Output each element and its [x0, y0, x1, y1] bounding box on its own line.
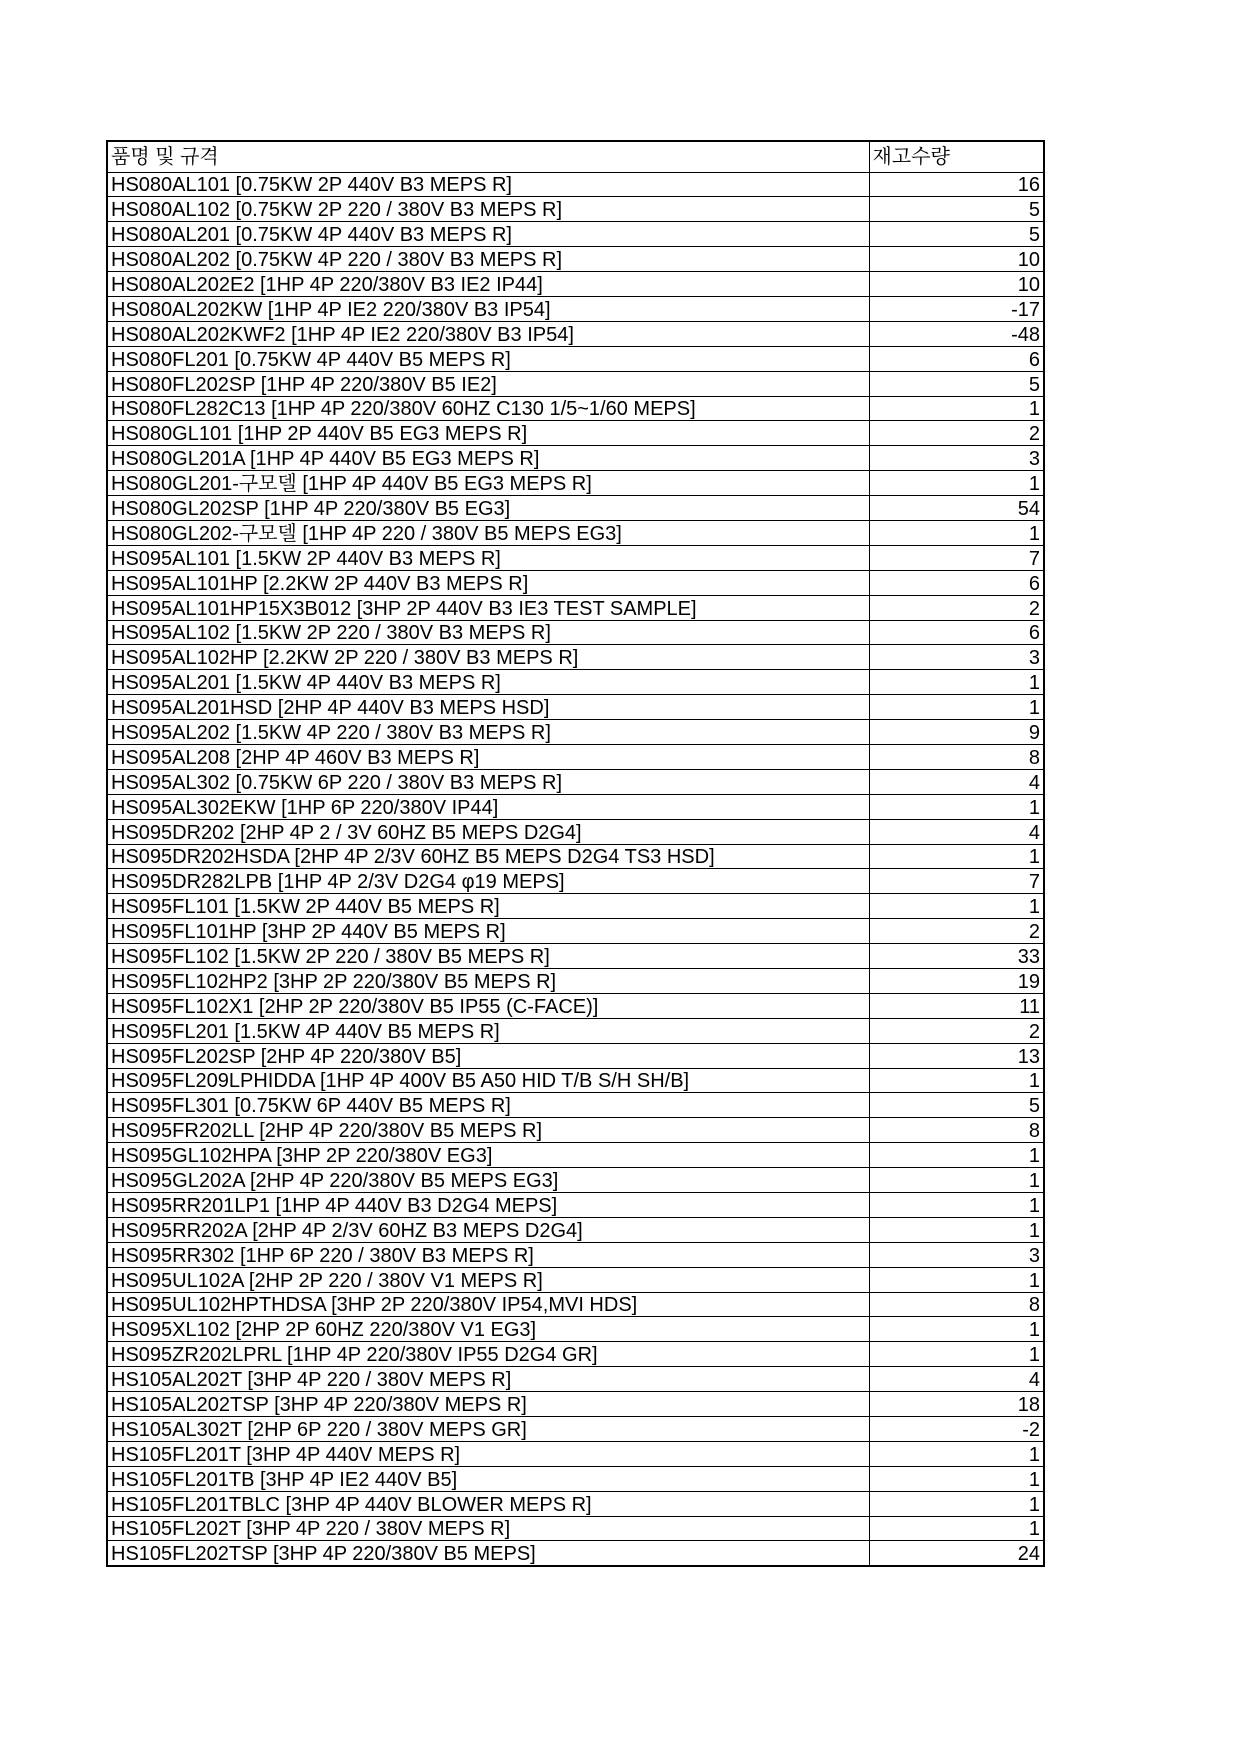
item-name-cell: HS105FL201TB [3HP 4P IE2 440V B5]	[107, 1466, 869, 1491]
stock-qty-cell: 1	[869, 471, 1044, 496]
stock-qty-cell: 5	[869, 1093, 1044, 1118]
stock-qty-cell: 1	[869, 794, 1044, 819]
table-row	[107, 496, 1044, 521]
table-row	[107, 1143, 1044, 1168]
item-name-cell: HS095DR202HSDA [2HP 4P 2/3V 60HZ B5 MEPS D2G4 TS3 HSD]	[107, 844, 869, 869]
stock-qty-cell: 3	[869, 446, 1044, 471]
item-name-cell: HS095AL101HP [2.2KW 2P 440V B3 MEPS R]	[107, 570, 869, 595]
table-row	[107, 471, 1044, 496]
item-name-cell: HS080FL202SP [1HP 4P 220/380V B5 IE2]	[107, 371, 869, 396]
table-row	[107, 296, 1044, 321]
header-qty: 재고수량	[869, 141, 1044, 172]
table-body	[107, 172, 1044, 1566]
table-row	[107, 1217, 1044, 1242]
item-name-cell: HS095UL102A [2HP 2P 220 / 380V V1 MEPS R]	[107, 1267, 869, 1292]
table-row	[107, 1441, 1044, 1466]
stock-qty-cell: 10	[869, 272, 1044, 297]
stock-qty-cell: 8	[869, 744, 1044, 769]
table-row	[107, 993, 1044, 1018]
table-row	[107, 894, 1044, 919]
item-name-cell: HS095AL102HP [2.2KW 2P 220 / 380V B3 MEPS R]	[107, 645, 869, 670]
stock-qty-cell: 3	[869, 645, 1044, 670]
stock-qty-cell: 1	[869, 1466, 1044, 1491]
stock-qty-cell: 1	[869, 1441, 1044, 1466]
table-row	[107, 744, 1044, 769]
item-name-cell: HS080AL101 [0.75KW 2P 440V B3 MEPS R]	[107, 172, 869, 197]
stock-qty-cell: 2	[869, 595, 1044, 620]
table-row	[107, 645, 1044, 670]
stock-qty-cell: 5	[869, 197, 1044, 222]
item-name-cell: HS080FL201 [0.75KW 4P 440V B5 MEPS R]	[107, 346, 869, 371]
stock-qty-cell: 7	[869, 545, 1044, 570]
stock-qty-cell: 13	[869, 1043, 1044, 1068]
item-name-cell: HS105FL202TSP [3HP 4P 220/380V B5 MEPS]	[107, 1541, 869, 1566]
table-header	[107, 141, 1044, 172]
item-name-cell: HS080AL201 [0.75KW 4P 440V B3 MEPS R]	[107, 222, 869, 247]
table-row	[107, 595, 1044, 620]
stock-qty-cell: 1	[869, 1516, 1044, 1541]
item-name-cell: HS105FL201T [3HP 4P 440V MEPS R]	[107, 1441, 869, 1466]
item-name-cell: HS095AL102 [1.5KW 2P 220 / 380V B3 MEPS R]	[107, 620, 869, 645]
table-row	[107, 969, 1044, 994]
table-row	[107, 545, 1044, 570]
item-name-cell: HS095FL301 [0.75KW 6P 440V B5 MEPS R]	[107, 1093, 869, 1118]
item-name-cell: HS095DR282LPB [1HP 4P 2/3V D2G4 φ19 MEPS]	[107, 869, 869, 894]
stock-qty-cell: 19	[869, 969, 1044, 994]
stock-qty-cell: 7	[869, 869, 1044, 894]
table-row	[107, 1491, 1044, 1516]
item-name-cell: HS095RR201LP1 [1HP 4P 440V B3 D2G4 MEPS]	[107, 1193, 869, 1218]
item-name-cell: HS080GL202-구모델 [1HP 4P 220 / 380V B5 MEPS EG3]	[107, 520, 869, 545]
item-name-cell: HS080AL202KW [1HP 4P IE2 220/380V B3 IP54]	[107, 296, 869, 321]
stock-qty-cell: 4	[869, 819, 1044, 844]
stock-qty-cell: 1	[869, 1491, 1044, 1516]
stock-qty-cell: 2	[869, 421, 1044, 446]
stock-qty-cell: 2	[869, 1018, 1044, 1043]
item-name-cell: HS080GL201-구모델 [1HP 4P 440V B5 EG3 MEPS R]	[107, 471, 869, 496]
stock-qty-cell: 2	[869, 919, 1044, 944]
item-name-cell: HS105FL201TBLC [3HP 4P 440V BLOWER MEPS R]	[107, 1491, 869, 1516]
item-name-cell: HS105AL202T [3HP 4P 220 / 380V MEPS R]	[107, 1367, 869, 1392]
table-row	[107, 1367, 1044, 1392]
stock-qty-cell: 4	[869, 769, 1044, 794]
inventory-sheet	[106, 140, 1045, 1567]
table-row	[107, 321, 1044, 346]
item-name-cell: HS105AL302T [2HP 6P 220 / 380V MEPS GR]	[107, 1417, 869, 1442]
table-row	[107, 1193, 1044, 1218]
item-name-cell: HS080AL202KWF2 [1HP 4P IE2 220/380V B3 IP54]	[107, 321, 869, 346]
stock-qty-cell: 1	[869, 396, 1044, 421]
table-row	[107, 670, 1044, 695]
item-name-cell: HS095AL302EKW [1HP 6P 220/380V IP44]	[107, 794, 869, 819]
inventory-table	[106, 140, 1045, 1567]
item-name-cell: HS095GL102HPA [3HP 2P 220/380V EG3]	[107, 1143, 869, 1168]
table-row	[107, 1392, 1044, 1417]
item-name-cell: HS095FR202LL [2HP 4P 220/380V B5 MEPS R]	[107, 1118, 869, 1143]
table-row	[107, 272, 1044, 297]
table-row	[107, 1018, 1044, 1043]
table-row	[107, 1516, 1044, 1541]
stock-qty-cell: 11	[869, 993, 1044, 1018]
header-row	[107, 141, 1044, 172]
stock-qty-cell: 3	[869, 1242, 1044, 1267]
table-row	[107, 620, 1044, 645]
table-row	[107, 396, 1044, 421]
stock-qty-cell: 1	[869, 1143, 1044, 1168]
table-row	[107, 1466, 1044, 1491]
stock-qty-cell: 5	[869, 371, 1044, 396]
table-row	[107, 570, 1044, 595]
table-row	[107, 1043, 1044, 1068]
stock-qty-cell: 1	[869, 1193, 1044, 1218]
item-name-cell: HS095ZR202LPRL [1HP 4P 220/380V IP55 D2G4 GR]	[107, 1342, 869, 1367]
table-row	[107, 1292, 1044, 1317]
table-row	[107, 944, 1044, 969]
item-name-cell: HS095AL302 [0.75KW 6P 220 / 380V B3 MEPS R]	[107, 769, 869, 794]
stock-qty-cell: 1	[869, 1217, 1044, 1242]
table-row	[107, 1068, 1044, 1093]
stock-qty-cell: 1	[869, 695, 1044, 720]
table-row	[107, 247, 1044, 272]
stock-qty-cell: -17	[869, 296, 1044, 321]
table-row	[107, 819, 1044, 844]
item-name-cell: HS095FL209LPHIDDA [1HP 4P 400V B5 A50 HID T/B S/H SH/B]	[107, 1068, 869, 1093]
table-row	[107, 520, 1044, 545]
table-row	[107, 421, 1044, 446]
stock-qty-cell: -2	[869, 1417, 1044, 1442]
table-row	[107, 844, 1044, 869]
table-row	[107, 222, 1044, 247]
stock-qty-cell: 1	[869, 1317, 1044, 1342]
stock-qty-cell: 24	[869, 1541, 1044, 1566]
table-row	[107, 720, 1044, 745]
table-row	[107, 1267, 1044, 1292]
stock-qty-cell: 8	[869, 1118, 1044, 1143]
item-name-cell: HS095FL102HP2 [3HP 2P 220/380V B5 MEPS R]	[107, 969, 869, 994]
table-row	[107, 1093, 1044, 1118]
item-name-cell: HS080GL202SP [1HP 4P 220/380V B5 EG3]	[107, 496, 869, 521]
table-row	[107, 1417, 1044, 1442]
item-name-cell: HS095UL102HPTHDSA [3HP 2P 220/380V IP54,MVI HDS]	[107, 1292, 869, 1317]
stock-qty-cell: 33	[869, 944, 1044, 969]
table-row	[107, 1342, 1044, 1367]
item-name-cell: HS095GL202A [2HP 4P 220/380V B5 MEPS EG3]	[107, 1168, 869, 1193]
item-name-cell: HS080AL202E2 [1HP 4P 220/380V B3 IE2 IP44]	[107, 272, 869, 297]
item-name-cell: HS095FL202SP [2HP 4P 220/380V B5]	[107, 1043, 869, 1068]
table-row	[107, 1242, 1044, 1267]
stock-qty-cell: 54	[869, 496, 1044, 521]
table-row	[107, 371, 1044, 396]
item-name-cell: HS095FL101HP [3HP 2P 440V B5 MEPS R]	[107, 919, 869, 944]
table-row	[107, 1118, 1044, 1143]
item-name-cell: HS095AL201HSD [2HP 4P 440V B3 MEPS HSD]	[107, 695, 869, 720]
stock-qty-cell: 1	[869, 670, 1044, 695]
table-row	[107, 1168, 1044, 1193]
stock-qty-cell: 1	[869, 1342, 1044, 1367]
item-name-cell: HS095AL202 [1.5KW 4P 220 / 380V B3 MEPS R]	[107, 720, 869, 745]
table-row	[107, 769, 1044, 794]
table-row	[107, 919, 1044, 944]
stock-qty-cell: 9	[869, 720, 1044, 745]
table-row	[107, 446, 1044, 471]
item-name-cell: HS095FL102X1 [2HP 2P 220/380V B5 IP55 (C-FACE)]	[107, 993, 869, 1018]
item-name-cell: HS095RR202A [2HP 4P 2/3V 60HZ B3 MEPS D2G4]	[107, 1217, 869, 1242]
table-row	[107, 695, 1044, 720]
item-name-cell: HS095FL201 [1.5KW 4P 440V B5 MEPS R]	[107, 1018, 869, 1043]
stock-qty-cell: 6	[869, 570, 1044, 595]
item-name-cell: HS095FL102 [1.5KW 2P 220 / 380V B5 MEPS R]	[107, 944, 869, 969]
item-name-cell: HS105FL202T [3HP 4P 220 / 380V MEPS R]	[107, 1516, 869, 1541]
stock-qty-cell: 10	[869, 247, 1044, 272]
item-name-cell: HS095FL101 [1.5KW 2P 440V B5 MEPS R]	[107, 894, 869, 919]
table-row	[107, 197, 1044, 222]
table-row	[107, 1541, 1044, 1566]
stock-qty-cell: 16	[869, 172, 1044, 197]
item-name-cell: HS080GL201A [1HP 4P 440V B5 EG3 MEPS R]	[107, 446, 869, 471]
stock-qty-cell: 1	[869, 1267, 1044, 1292]
stock-qty-cell: 1	[869, 1168, 1044, 1193]
stock-qty-cell: 1	[869, 1068, 1044, 1093]
table-row	[107, 346, 1044, 371]
item-name-cell: HS095AL101HP15X3B012 [3HP 2P 440V B3 IE3 TEST SAMPLE]	[107, 595, 869, 620]
stock-qty-cell: -48	[869, 321, 1044, 346]
item-name-cell: HS095AL208 [2HP 4P 460V B3 MEPS R]	[107, 744, 869, 769]
stock-qty-cell: 18	[869, 1392, 1044, 1417]
item-name-cell: HS105AL202TSP [3HP 4P 220/380V MEPS R]	[107, 1392, 869, 1417]
item-name-cell: HS080AL202 [0.75KW 4P 220 / 380V B3 MEPS R]	[107, 247, 869, 272]
stock-qty-cell: 5	[869, 222, 1044, 247]
stock-qty-cell: 6	[869, 346, 1044, 371]
item-name-cell: HS080AL102 [0.75KW 2P 220 / 380V B3 MEPS R]	[107, 197, 869, 222]
table-row	[107, 794, 1044, 819]
table-row	[107, 1317, 1044, 1342]
item-name-cell: HS080FL282C13 [1HP 4P 220/380V 60HZ C130 1/5~1/60 MEPS]	[107, 396, 869, 421]
item-name-cell: HS095DR202 [2HP 4P 2 / 3V 60HZ B5 MEPS D2G4]	[107, 819, 869, 844]
stock-qty-cell: 1	[869, 894, 1044, 919]
item-name-cell: HS095RR302 [1HP 6P 220 / 380V B3 MEPS R]	[107, 1242, 869, 1267]
item-name-cell: HS095XL102 [2HP 2P 60HZ 220/380V V1 EG3]	[107, 1317, 869, 1342]
table-row	[107, 869, 1044, 894]
item-name-cell: HS095AL101 [1.5KW 2P 440V B3 MEPS R]	[107, 545, 869, 570]
table-row	[107, 172, 1044, 197]
stock-qty-cell: 1	[869, 520, 1044, 545]
stock-qty-cell: 4	[869, 1367, 1044, 1392]
item-name-cell: HS095AL201 [1.5KW 4P 440V B3 MEPS R]	[107, 670, 869, 695]
stock-qty-cell: 6	[869, 620, 1044, 645]
header-name: 품명 및 규격	[107, 141, 869, 172]
stock-qty-cell: 1	[869, 844, 1044, 869]
item-name-cell: HS080GL101 [1HP 2P 440V B5 EG3 MEPS R]	[107, 421, 869, 446]
stock-qty-cell: 8	[869, 1292, 1044, 1317]
